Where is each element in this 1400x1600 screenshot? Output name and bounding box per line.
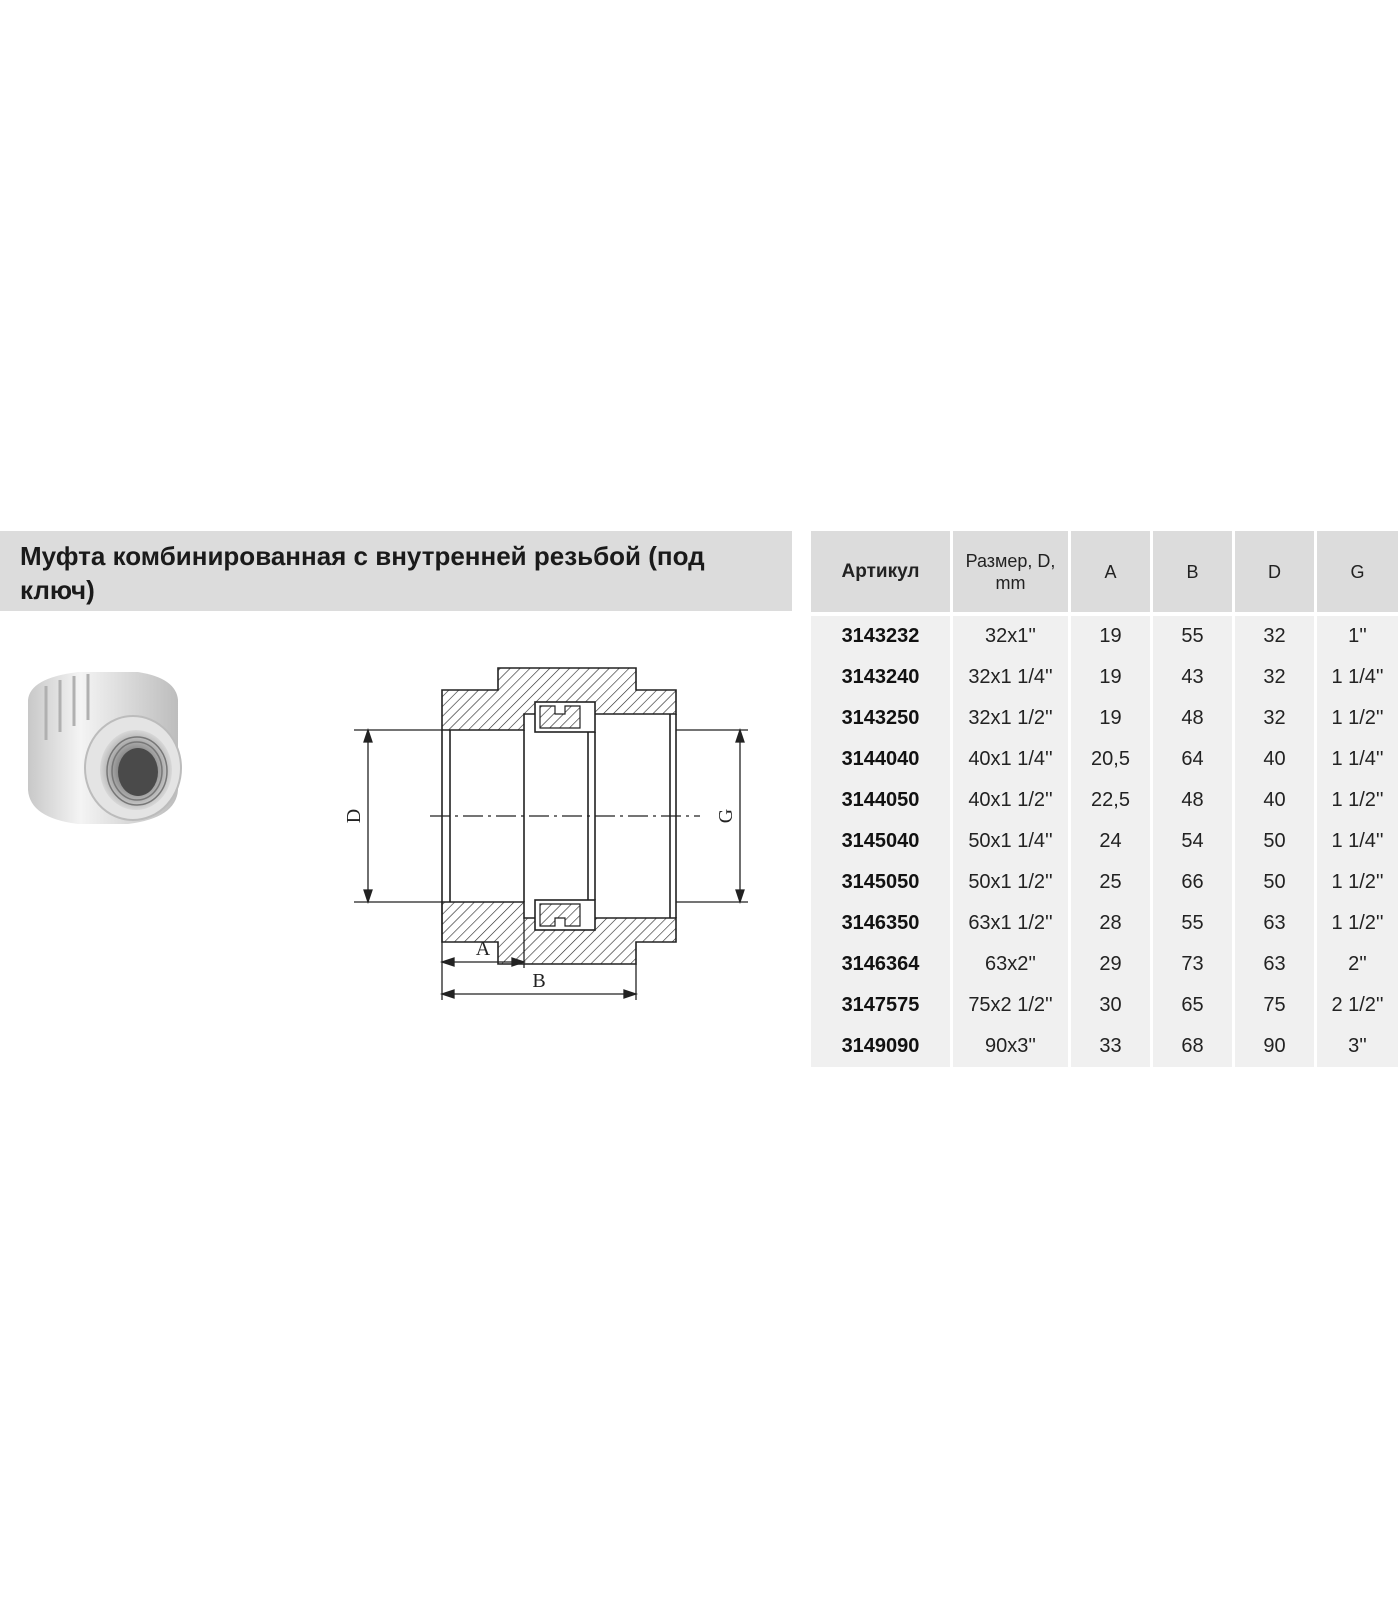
table-row xyxy=(811,985,1398,1026)
cell-article: 3145050 xyxy=(811,862,953,903)
cell-g: 1 1/2'' xyxy=(1317,862,1398,903)
table-row xyxy=(811,1026,1398,1067)
cell-g: 1 1/4'' xyxy=(1317,739,1398,780)
header-size: Размер, D, mm xyxy=(953,531,1071,612)
cell-b: 65 xyxy=(1153,985,1235,1026)
spec-table xyxy=(811,531,1398,1067)
cell-d: 32 xyxy=(1235,657,1317,698)
cell-size: 50x1 1/4'' xyxy=(953,821,1071,862)
cell-size: 40x1 1/2'' xyxy=(953,780,1071,821)
cell-size: 90x3'' xyxy=(953,1026,1071,1067)
header-article: Артикул xyxy=(811,531,953,612)
cell-article: 3144050 xyxy=(811,780,953,821)
cell-d: 63 xyxy=(1235,903,1317,944)
table-row xyxy=(811,821,1398,862)
cell-article: 3146350 xyxy=(811,903,953,944)
cell-b: 73 xyxy=(1153,944,1235,985)
cell-g: 2'' xyxy=(1317,944,1398,985)
table-header-row xyxy=(811,531,1398,612)
cell-g: 1 1/2'' xyxy=(1317,903,1398,944)
cell-b: 54 xyxy=(1153,821,1235,862)
cell-a: 24 xyxy=(1071,821,1153,862)
cell-a: 25 xyxy=(1071,862,1153,903)
dimension-a-label: A xyxy=(475,938,491,960)
cell-b: 64 xyxy=(1153,739,1235,780)
cell-a: 22,5 xyxy=(1071,780,1153,821)
cell-size: 50x1 1/2'' xyxy=(953,862,1071,903)
cell-g: 3'' xyxy=(1317,1026,1398,1067)
cell-b: 55 xyxy=(1153,903,1235,944)
cell-article: 3143240 xyxy=(811,657,953,698)
cell-g: 1 1/2'' xyxy=(1317,698,1398,739)
cell-g: 1 1/4'' xyxy=(1317,657,1398,698)
cell-a: 30 xyxy=(1071,985,1153,1026)
cell-article: 3144040 xyxy=(811,739,953,780)
cell-b: 68 xyxy=(1153,1026,1235,1067)
table-row xyxy=(811,739,1398,780)
cell-g: 1 1/2'' xyxy=(1317,780,1398,821)
header-g: G xyxy=(1317,531,1398,612)
dimension-d-label: D xyxy=(343,808,365,824)
cell-d: 40 xyxy=(1235,739,1317,780)
cell-g: 1 1/4'' xyxy=(1317,821,1398,862)
product-photo xyxy=(8,640,198,850)
cell-b: 55 xyxy=(1153,612,1235,657)
cell-a: 19 xyxy=(1071,698,1153,739)
cell-a: 19 xyxy=(1071,657,1153,698)
cell-article: 3147575 xyxy=(811,985,953,1026)
cell-d: 32 xyxy=(1235,612,1317,657)
cell-article: 3149090 xyxy=(811,1026,953,1067)
cell-article: 3143232 xyxy=(811,612,953,657)
cell-d: 90 xyxy=(1235,1026,1317,1067)
table-row xyxy=(811,657,1398,698)
cell-a: 33 xyxy=(1071,1026,1153,1067)
cell-d: 50 xyxy=(1235,862,1317,903)
dimension-b-label: B xyxy=(532,970,546,992)
dimension-g-label: G xyxy=(715,808,737,824)
table-row xyxy=(811,698,1398,739)
technical-drawing xyxy=(340,650,780,1020)
cell-article: 3146364 xyxy=(811,944,953,985)
cell-size: 63x2'' xyxy=(953,944,1071,985)
cell-b: 48 xyxy=(1153,780,1235,821)
cell-size: 32x1 1/4'' xyxy=(953,657,1071,698)
cell-b: 66 xyxy=(1153,862,1235,903)
cell-article: 3143250 xyxy=(811,698,953,739)
table-row xyxy=(811,612,1398,657)
cell-size: 75x2 1/2'' xyxy=(953,985,1071,1026)
cell-size: 32x1 1/2'' xyxy=(953,698,1071,739)
cell-d: 40 xyxy=(1235,780,1317,821)
table-row xyxy=(811,862,1398,903)
cell-d: 75 xyxy=(1235,985,1317,1026)
cell-a: 29 xyxy=(1071,944,1153,985)
cell-g: 1'' xyxy=(1317,612,1398,657)
cell-d: 32 xyxy=(1235,698,1317,739)
cell-a: 28 xyxy=(1071,903,1153,944)
header-d: D xyxy=(1235,531,1317,612)
cell-size: 63x1 1/2'' xyxy=(953,903,1071,944)
title-bar xyxy=(0,531,792,611)
cell-g: 2 1/2'' xyxy=(1317,985,1398,1026)
cell-d: 50 xyxy=(1235,821,1317,862)
cell-d: 63 xyxy=(1235,944,1317,985)
cell-size: 32x1'' xyxy=(953,612,1071,657)
cell-a: 19 xyxy=(1071,612,1153,657)
cell-article: 3145040 xyxy=(811,821,953,862)
table-row xyxy=(811,944,1398,985)
table-row xyxy=(811,780,1398,821)
cell-b: 43 xyxy=(1153,657,1235,698)
product-title: Муфта комбинированная с внутренней резьбой (под ключ) xyxy=(20,541,705,605)
table-row xyxy=(811,903,1398,944)
header-b: B xyxy=(1153,531,1235,612)
cell-b: 48 xyxy=(1153,698,1235,739)
cell-size: 40x1 1/4'' xyxy=(953,739,1071,780)
cell-a: 20,5 xyxy=(1071,739,1153,780)
header-a: A xyxy=(1071,531,1153,612)
